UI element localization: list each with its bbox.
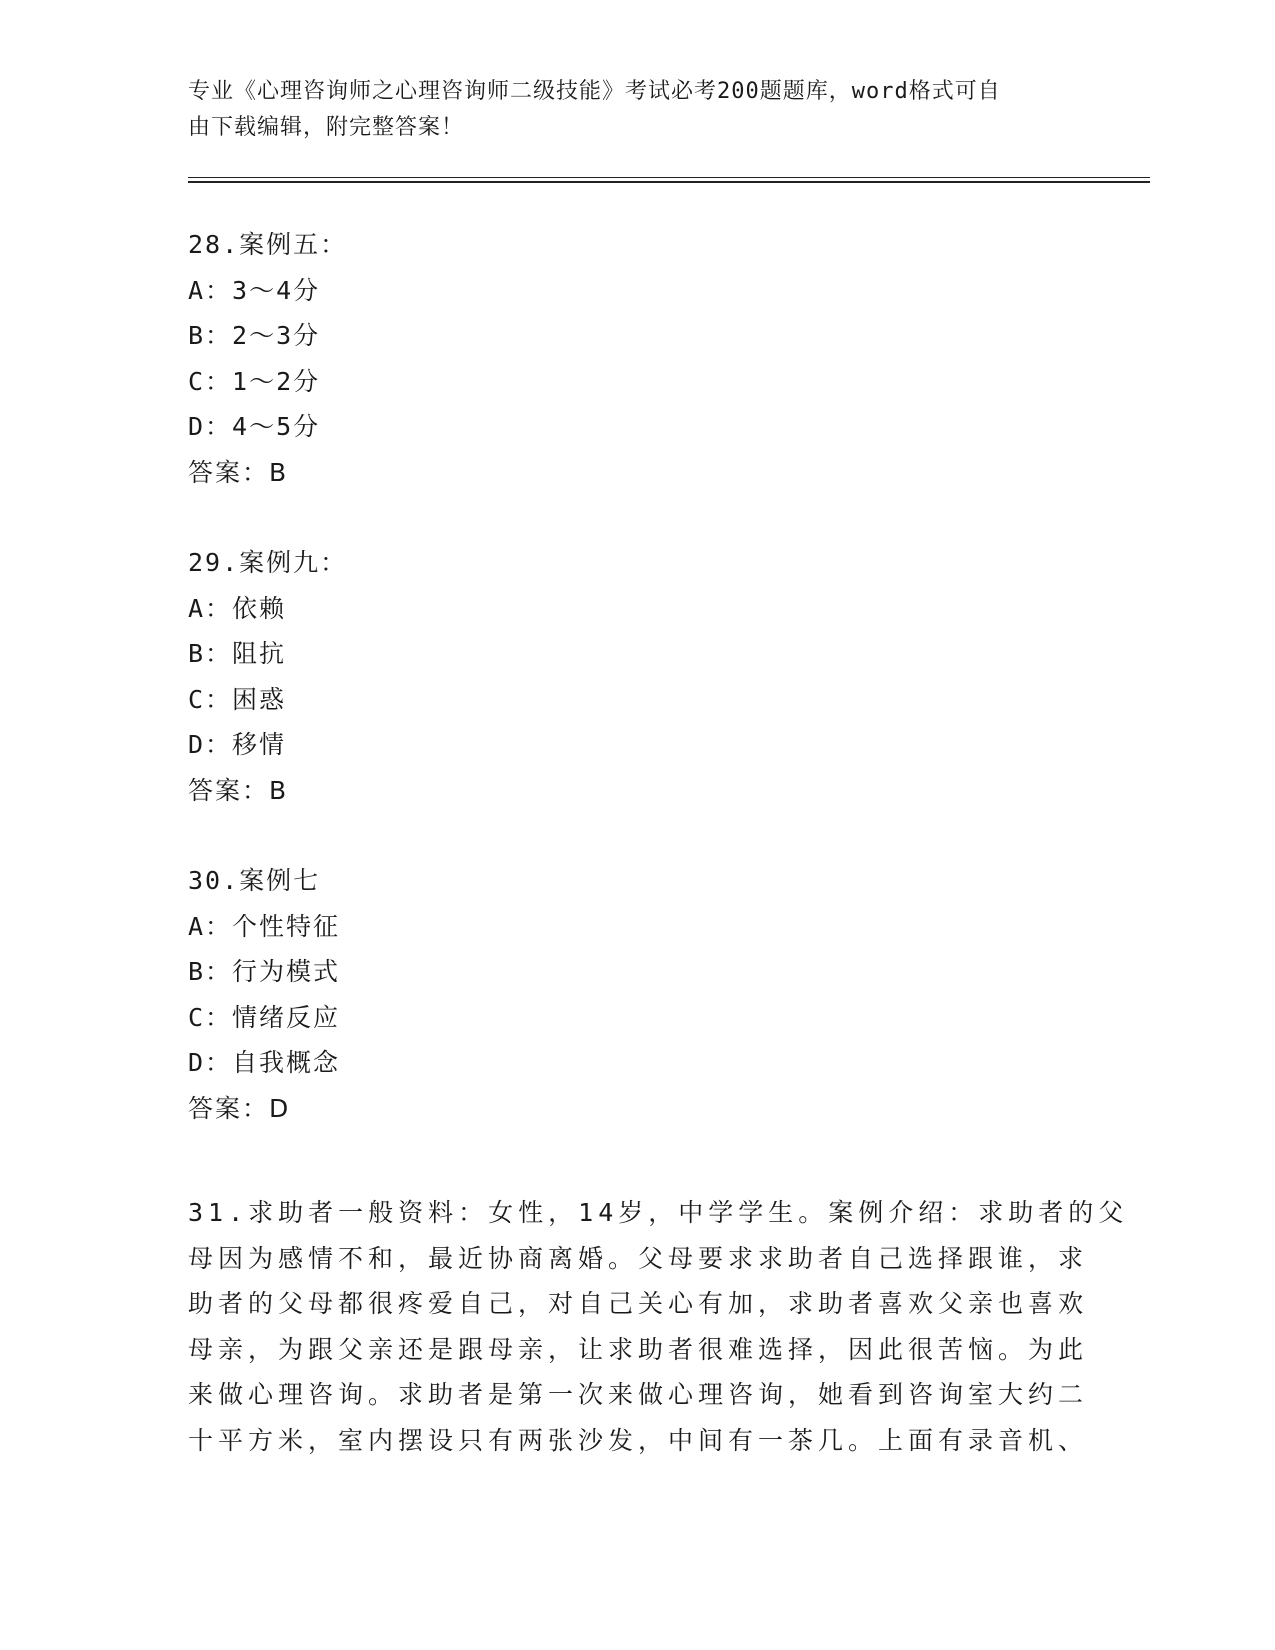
option-d: D：移情 — [188, 730, 287, 759]
question-30 — [188, 858, 340, 1131]
option-d: D：4～5分 — [188, 412, 321, 441]
question-title: 29.案例九： — [188, 548, 348, 577]
question-28 — [188, 222, 347, 495]
answer: 答案：B — [188, 457, 289, 487]
option-a: A：依赖 — [188, 593, 287, 623]
question-31-text — [188, 1190, 1129, 1463]
option-d: D：自我概念 — [188, 1048, 341, 1077]
option-b: B：2～3分 — [188, 321, 321, 350]
paragraph-line: 助者的父母都很疼爱自己，对自己关心有加，求助者喜欢父亲也喜欢 — [188, 1289, 1089, 1318]
paragraph-line: 十平方米，室内摆设只有两张沙发，中间有一茶几。上面有录音机、 — [188, 1425, 1089, 1455]
paragraph-line: 31.求助者一般资料：女性，14岁，中学学生。案例介绍：求助者的父 — [188, 1198, 1129, 1227]
header-divider-thick — [188, 181, 1150, 183]
document-header — [188, 74, 1068, 146]
question-29 — [188, 540, 347, 813]
question-title: 30.案例七 — [188, 866, 321, 895]
paragraph-line: 母因为感情不和，最近协商离婚。父母要求求助者自己选择跟谁，求 — [188, 1243, 1089, 1273]
option-c: C：1～2分 — [188, 366, 321, 396]
header-line-1: 专业《心理咨询师之心理咨询师二级技能》考试必考200题题库，word格式可自 — [188, 79, 1001, 104]
header-divider-thin — [188, 177, 1150, 178]
option-c: C：情绪反应 — [188, 1002, 341, 1032]
paragraph-line: 来做心理咨询。求助者是第一次来做心理咨询，她看到咨询室大约二 — [188, 1380, 1089, 1409]
answer: 答案：B — [188, 775, 289, 805]
answer: 答案：D — [188, 1093, 291, 1123]
question-title: 28.案例五： — [188, 230, 348, 259]
option-a: A：3～4分 — [188, 275, 321, 305]
option-a: A：个性特征 — [188, 911, 341, 941]
option-b: B：阻抗 — [188, 639, 287, 668]
paragraph-line: 母亲，为跟父亲还是跟母亲，让求助者很难选择，因此很苦恼。为此 — [188, 1334, 1089, 1364]
option-b: B：行为模式 — [188, 957, 341, 986]
header-line-2: 由下载编辑，附完整答案！ — [188, 115, 465, 140]
option-c: C：困惑 — [188, 684, 287, 714]
